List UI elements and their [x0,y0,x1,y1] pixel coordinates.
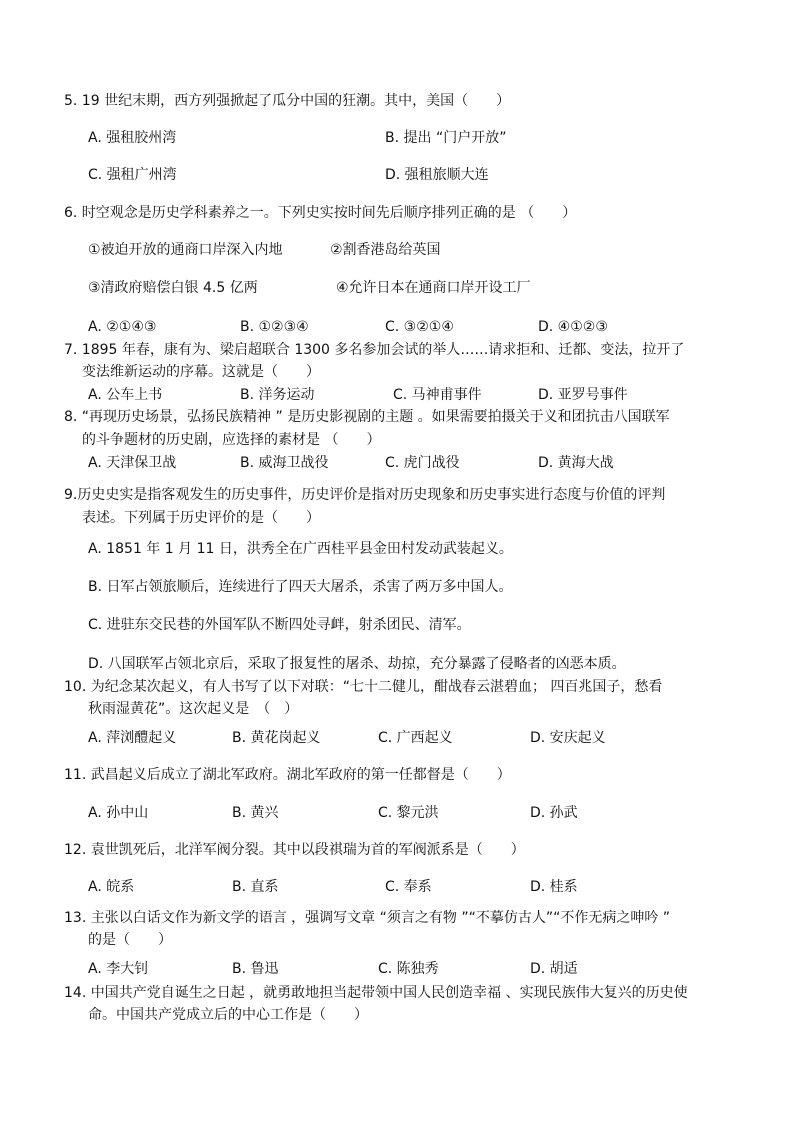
question-7-option-d: D. 亚罗号事件 [538,387,628,403]
question-5-option-a: A. 强租胶州湾 [88,130,177,146]
question-9-stem-line-1: 9.历史史实是指客观发生的历史事件，历史评价是指对历史现象和历史事实进行态度与价值的评判 [64,487,666,503]
question-9-option-c: C. 进驻东交民巷的外国军队不断四处寻衅，射杀团民、清军。 [88,617,471,633]
question-10-option-d: D. 安庆起义 [530,730,606,746]
question-9-stem-line-2: 表述。下列属于历史评价的是（ ） [82,510,320,526]
question-6-item-3: ③清政府赔偿白银 4.5 亿两 [88,280,258,296]
question-8-stem-line-2: 的斗争题材的历史剧，应选择的素材是 （ ） [82,432,381,448]
question-9-option-b: B. 日军占领旅顺后，连续进行了四天大屠杀，杀害了两万多中国人。 [88,579,513,595]
question-6-option-d: D. ④①②③ [538,319,608,335]
question-11-stem: 11. 武昌起义后成立了湖北军政府。湖北军政府的第一任都督是（ ） [64,767,511,783]
question-12-stem: 12. 袁世凯死后，北洋军阀分裂。其中以段祺瑞为首的军阀派系是（ ） [64,842,525,858]
question-5-option-b: B. 提出 “门户开放” [385,130,507,146]
question-10-stem-line-1: 10. 为纪念某次起义，有人书写了以下对联：“七十二健儿，酣战春云湛碧血； 四百兆国子，愁看 [64,679,663,695]
question-9-option-a: A. 1851 年 1 月 11 日，洪秀全在广西桂平县金田村发动武装起义。 [88,541,513,557]
question-6-item-2: ②割香港岛给英国 [330,242,441,258]
question-11-option-a: A. 孙中山 [88,805,149,821]
question-6-option-c: C. ③②①④ [385,319,454,335]
question-14-stem-line-1: 14. 中国共产党自诞生之日起 ，就勇敢地担当起带领中国人民创造幸福 、实现民族伟大复兴的历史使 [64,985,688,1001]
question-13-option-a: A. 李大钊 [88,961,149,977]
question-11-option-c: C. 黎元洪 [378,805,439,821]
question-7-option-b: B. 洋务运动 [240,387,315,403]
question-10-option-b: B. 黄花岗起义 [232,730,321,746]
question-13-option-d: D. 胡适 [530,961,578,977]
question-8-option-c: C. 虎门战役 [385,455,460,471]
question-14-stem-line-2: 命。中国共产党成立后的中心工作是（ ） [88,1007,368,1023]
question-5-option-c: C. 强租广州湾 [88,167,177,183]
question-8-option-d: D. 黄海大战 [538,455,614,471]
question-7-option-c: C. 马神甫事件 [393,387,482,403]
question-5-option-d: D. 强租旅顺大连 [385,167,489,183]
question-11-option-b: B. 黄兴 [232,805,279,821]
question-8-option-b: B. 威海卫战役 [240,455,329,471]
question-7-option-a: A. 公车上书 [88,387,163,403]
question-10-option-a: A. 萍浏醴起义 [88,730,177,746]
question-13-stem-line-1: 13. 主张以白话文作为新文学的语言 ，强调写文章 “须言之有物 ”“不摹仿古人”“不作无病之呻吟 ” [64,910,671,926]
question-6-option-b: B. ①②③④ [240,319,309,335]
question-6-option-a: A. ②①④③ [88,319,157,335]
question-5-stem: 5. 19 世纪末期，西方列强掀起了瓜分中国的狂潮。其中，美国（ ） [64,93,511,109]
question-6-item-4: ④允许日本在通商口岸开设工厂 [336,280,531,296]
question-10-option-c: C. 广西起义 [378,730,453,746]
question-10-stem-line-2: 秋雨湿黄花”。这次起义是 （ ） [88,701,299,717]
question-9-option-d: D. 八国联军占领北京后，采取了报复性的屠杀、劫掠，充分暴露了侵略者的凶恶本质。 [88,656,626,672]
question-12-option-d: D. 桂系 [530,879,578,895]
question-13-stem-line-2: 的是（ ） [88,932,172,948]
question-8-option-a: A. 天津保卫战 [88,455,177,471]
question-12-option-b: B. 直系 [232,879,279,895]
question-13-option-b: B. 鲁迅 [232,961,279,977]
question-8-stem-line-1: 8. “再现历史场景，弘扬民族精神 ” 是历史影视剧的主题 。如果需要拍摄关于义和团抗击八国联军 [64,409,670,425]
question-13-option-c: C. 陈独秀 [378,961,439,977]
question-7-stem-line-2: 变法维新运动的序幕。这就是（ ） [82,364,320,380]
question-11-option-d: D. 孙武 [530,805,578,821]
question-6-stem: 6. 时空观念是历史学科素养之一。下列史实按时间先后顺序排列正确的是 （ ） [64,205,577,221]
question-12-option-c: C. 奉系 [385,879,432,895]
question-6-item-1: ①被迫开放的通商口岸深入内地 [88,242,283,258]
question-7-stem-line-1: 7. 1895 年春，康有为、梁启超联合 1300 多名参加会试的举人……请求拒和、迁都、变法，拉开了 [64,342,685,358]
question-12-option-a: A. 皖系 [88,879,135,895]
